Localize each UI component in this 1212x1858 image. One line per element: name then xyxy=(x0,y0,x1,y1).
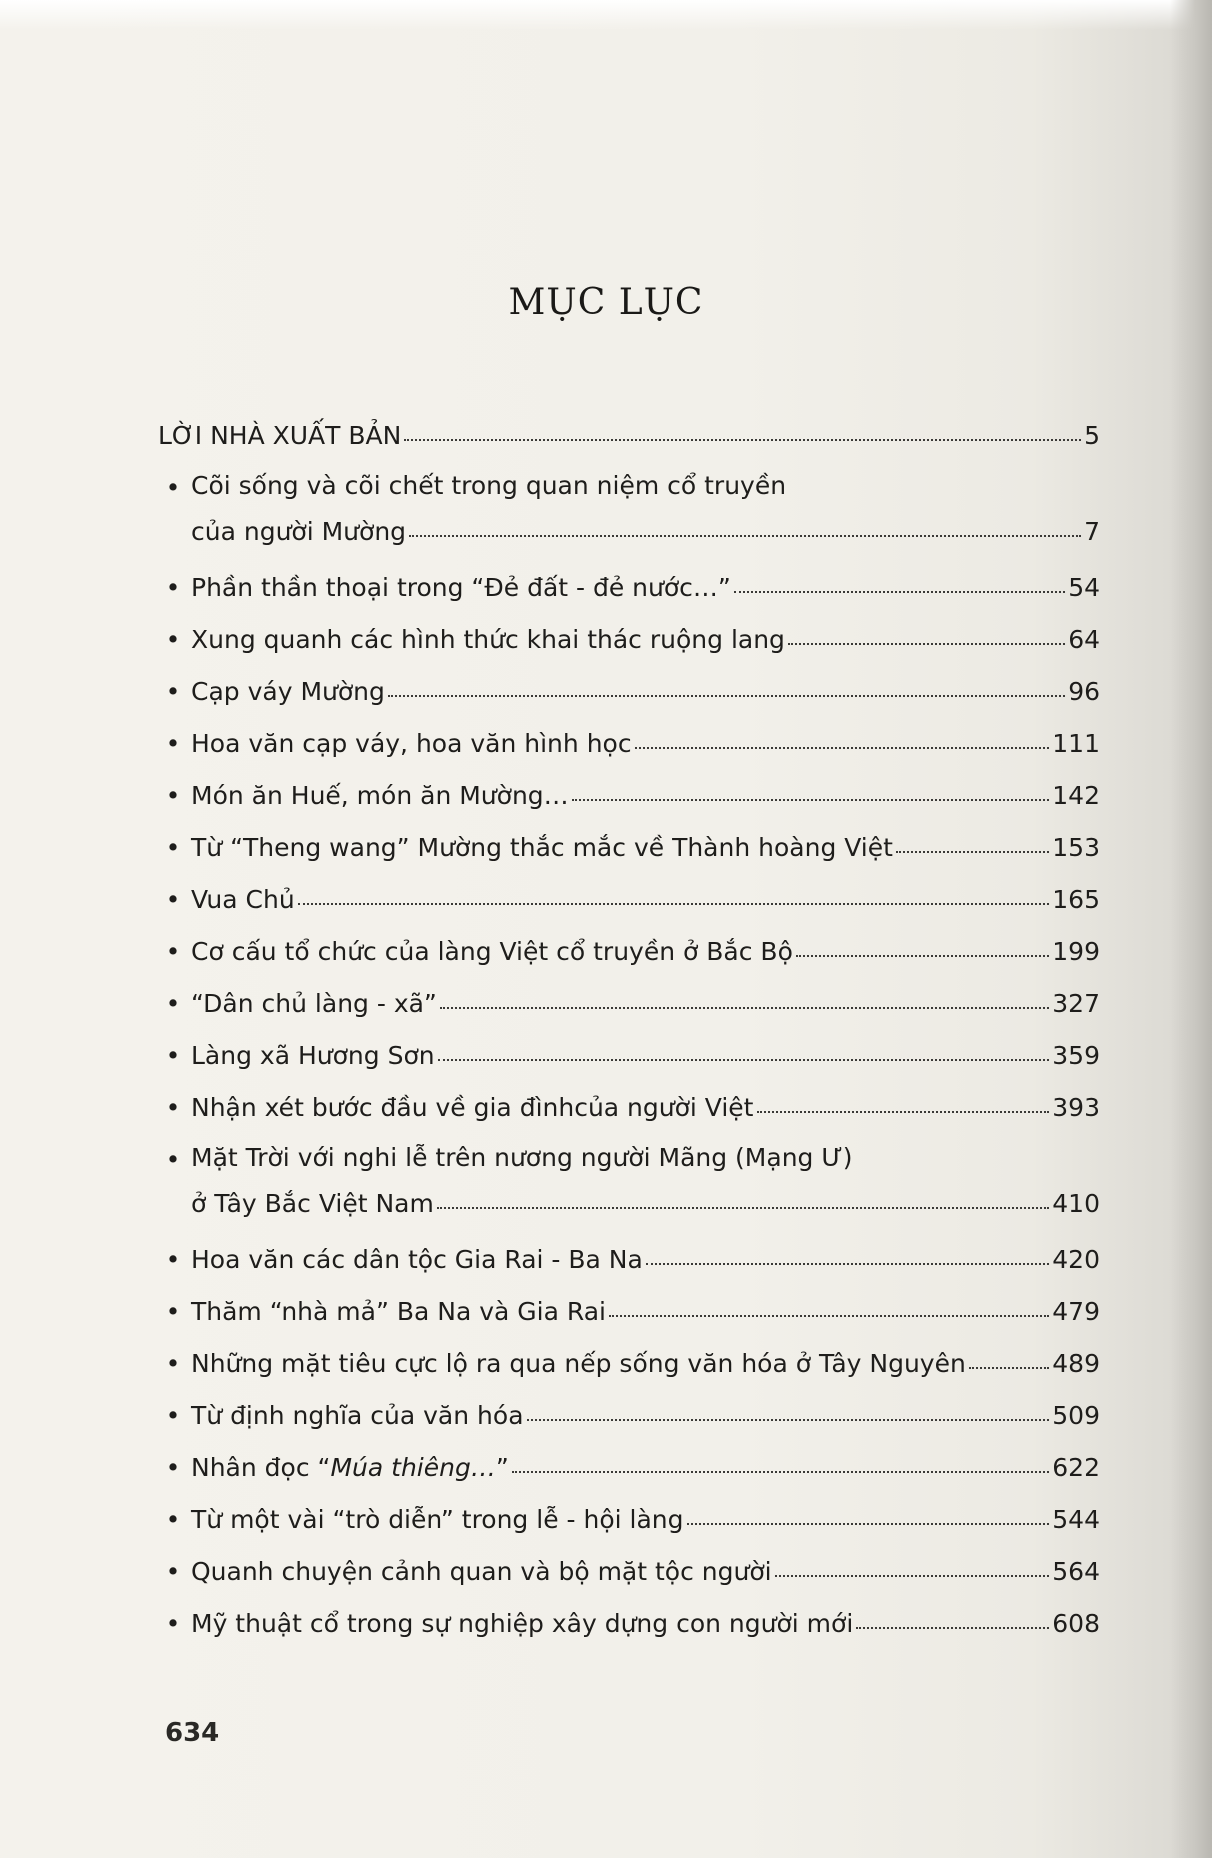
toc-entry-page: 544 xyxy=(1052,1505,1100,1534)
toc-entry-intro xyxy=(158,410,1100,462)
page-number: 634 xyxy=(165,1718,220,1748)
toc-entry-page: 199 xyxy=(1052,937,1100,966)
toc-entry-title: Từ “Theng wang” Mường thắc mắc về Thành hoàng Việt xyxy=(191,833,893,862)
toc-entry-title: Thăm “nhà mả” Ba Na và Gia Rai xyxy=(191,1297,606,1326)
page-top-highlight xyxy=(0,0,1212,30)
dot-leader xyxy=(512,1471,1049,1473)
toc-entry-page: 509 xyxy=(1052,1401,1100,1430)
toc-entry-page: 327 xyxy=(1052,989,1100,1018)
dot-leader xyxy=(788,643,1065,645)
bullet-icon: • xyxy=(165,729,181,758)
toc-entry-title: Từ một vài “trò diễn” trong lễ - hội làng xyxy=(191,1505,684,1534)
dot-leader xyxy=(609,1315,1049,1317)
dot-leader xyxy=(796,955,1049,957)
bullet-icon: • xyxy=(165,1609,181,1638)
toc-entry-title-suffix: ” xyxy=(495,1453,509,1482)
dot-leader xyxy=(298,903,1050,905)
dot-leader xyxy=(646,1263,1049,1265)
toc-entry-page: 622 xyxy=(1052,1453,1100,1482)
toc-entry-page: 489 xyxy=(1052,1349,1100,1378)
toc-entry-page: 54 xyxy=(1068,573,1100,602)
toc-entry-page: 165 xyxy=(1052,885,1100,914)
toc-entry xyxy=(158,874,1100,926)
dot-leader xyxy=(896,851,1049,853)
toc-entry-title: Từ định nghĩa của văn hóa xyxy=(191,1401,524,1430)
dot-leader xyxy=(687,1523,1050,1525)
bullet-icon: • xyxy=(165,885,181,914)
toc-entry-page: 7 xyxy=(1084,517,1100,546)
toc-entry-title: Xung quanh các hình thức khai thác ruộng lang xyxy=(191,625,785,654)
toc-entry xyxy=(158,822,1100,874)
toc-entry xyxy=(158,1390,1100,1442)
bullet-icon: • xyxy=(165,1349,181,1378)
toc-entry xyxy=(158,1134,1100,1226)
dot-leader xyxy=(757,1111,1050,1113)
page-title: MỤC LỤC xyxy=(508,282,704,323)
bullet-icon: • xyxy=(165,781,181,810)
toc-entry-page: 359 xyxy=(1052,1041,1100,1070)
dot-leader xyxy=(969,1367,1049,1369)
dot-leader xyxy=(409,535,1081,537)
toc-entry-title: Làng xã Hương Sơn xyxy=(191,1041,435,1070)
toc-entry-title: Hoa văn các dân tộc Gia Rai - Ba Na xyxy=(191,1245,643,1274)
bullet-icon: • xyxy=(165,1297,181,1326)
dot-leader xyxy=(856,1627,1049,1629)
bullet-icon: • xyxy=(165,833,181,862)
dot-leader xyxy=(388,695,1065,697)
toc-entry xyxy=(158,1234,1100,1286)
bullet-icon: • xyxy=(165,573,181,602)
bullet-icon: • xyxy=(165,1245,181,1274)
toc-entry-title: Mỹ thuật cổ trong sự nghiệp xây dựng con người mới xyxy=(191,1609,854,1638)
toc-entry xyxy=(158,1030,1100,1082)
toc-entry xyxy=(158,1598,1100,1650)
toc-entry xyxy=(158,562,1100,614)
toc-entry-title: Vua Chủ xyxy=(191,885,295,914)
page-spine-shadow xyxy=(1170,0,1212,1858)
toc-entry xyxy=(158,462,1100,554)
toc-entry-title: Cơ cấu tổ chức của làng Việt cổ truyền ở Bắc Bộ xyxy=(191,937,793,966)
toc-entry xyxy=(158,770,1100,822)
toc-entry-page: 64 xyxy=(1068,625,1100,654)
toc-entry-title: của người Mường xyxy=(191,517,407,546)
dot-leader xyxy=(440,1007,1049,1009)
bullet-icon: • xyxy=(165,1093,181,1122)
dot-leader xyxy=(635,747,1050,749)
toc-entry-title-prefix: Nhân đọc “ xyxy=(191,1453,331,1482)
bullet-icon: • xyxy=(165,1505,181,1534)
toc-entry xyxy=(158,1546,1100,1598)
toc-entry-title: Hoa văn cạp váy, hoa văn hình học xyxy=(191,729,632,758)
bullet-icon: • xyxy=(165,625,181,654)
dot-leader xyxy=(734,591,1065,593)
toc-entry-page: 96 xyxy=(1068,677,1100,706)
bullet-icon: • xyxy=(165,937,181,966)
toc-entry xyxy=(158,978,1100,1030)
bullet-icon: • xyxy=(165,473,181,502)
dot-leader xyxy=(404,439,1081,441)
toc-entry-page: 420 xyxy=(1052,1245,1100,1274)
toc-entry-page: 5 xyxy=(1084,421,1100,450)
bullet-icon: • xyxy=(165,1557,181,1586)
bullet-icon: • xyxy=(165,677,181,706)
dot-leader xyxy=(437,1207,1049,1209)
toc-entry-title: Những mặt tiêu cực lộ ra qua nếp sống văn hóa ở Tây Nguyên xyxy=(191,1349,966,1378)
toc-entry-page: 564 xyxy=(1052,1557,1100,1586)
toc-entry-title: Nhận xét bước đầu về gia đìnhcủa người Việt xyxy=(191,1093,754,1122)
toc-entry xyxy=(158,1442,1100,1494)
toc-entry-page: 111 xyxy=(1052,729,1100,758)
toc-entry xyxy=(158,718,1100,770)
toc-entry-title: ở Tây Bắc Việt Nam xyxy=(191,1189,434,1218)
dot-leader xyxy=(775,1575,1050,1577)
dot-leader xyxy=(527,1419,1050,1421)
toc-entry xyxy=(158,926,1100,978)
toc-entry xyxy=(158,1494,1100,1546)
toc-entry-title-italic: Múa thiêng… xyxy=(330,1453,496,1482)
toc-entry-title: Món ăn Huế, món ăn Mường… xyxy=(191,781,569,810)
toc-entry xyxy=(158,666,1100,718)
bullet-icon: • xyxy=(165,1145,181,1174)
toc-entry-title-line1: Mặt Trời với nghi lễ trên nương người Mãng (Mạng Ư) xyxy=(191,1143,853,1172)
toc-entry-page: 142 xyxy=(1052,781,1100,810)
toc-entry-title: LỜI NHÀ XUẤT BẢN xyxy=(158,421,402,450)
bullet-icon: • xyxy=(165,1401,181,1430)
toc-entry-title-line1: Cõi sống và cõi chết trong quan niệm cổ truyền xyxy=(191,471,787,500)
toc-entry-page: 393 xyxy=(1052,1093,1100,1122)
toc-entry-page: 410 xyxy=(1052,1189,1100,1218)
toc-entry-title: “Dân chủ làng - xã” xyxy=(191,989,437,1018)
toc-entry xyxy=(158,614,1100,666)
toc-entry-page: 608 xyxy=(1052,1609,1100,1638)
bullet-icon: • xyxy=(165,1453,181,1482)
bullet-icon: • xyxy=(165,989,181,1018)
toc-entry-title: Cạp váy Mường xyxy=(191,677,385,706)
dot-leader xyxy=(438,1059,1050,1061)
bullet-icon: • xyxy=(165,1041,181,1070)
dot-leader xyxy=(572,799,1050,801)
toc-entry xyxy=(158,1286,1100,1338)
toc-entry-page: 479 xyxy=(1052,1297,1100,1326)
toc-entry xyxy=(158,1338,1100,1390)
table-of-contents xyxy=(158,410,1100,1650)
toc-entry-title xyxy=(191,1442,509,1494)
toc-entry-title: Quanh chuyện cảnh quan và bộ mặt tộc người xyxy=(191,1557,772,1586)
toc-entry-title: Phần thần thoại trong “Đẻ đất - đẻ nước…” xyxy=(191,573,731,602)
toc-entry xyxy=(158,1082,1100,1134)
toc-entry-page: 153 xyxy=(1052,833,1100,862)
